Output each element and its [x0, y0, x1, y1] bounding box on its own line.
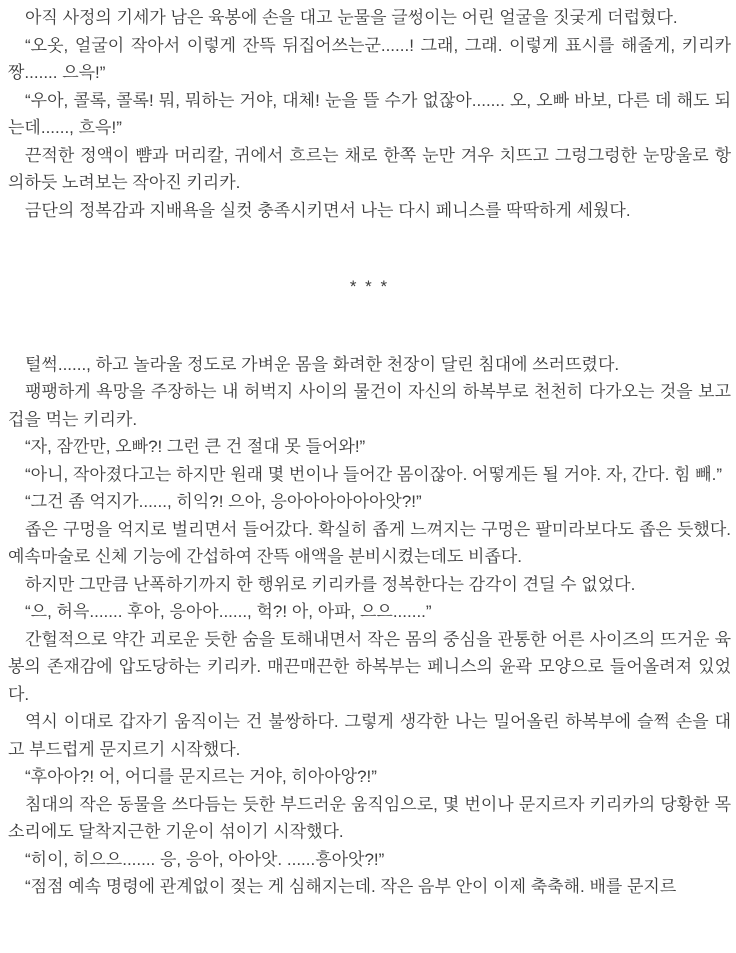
paragraph: “오옷, 얼굴이 작아서 이렇게 잔뜩 뒤집어쓰는군......! 그래, 그래. 이렇게 표시를 해줄게, 키리카 짱....... 으윽!” [8, 35, 731, 82]
paragraph: “점점 예속 명령에 관계없이 젖는 게 심해지는데. 작은 음부 안이 이제 축축해. 배를 문지르 [25, 877, 677, 896]
paragraph: 아직 사정의 기세가 남은 육봉에 손을 대고 눈물을 글썽이는 어린 얼굴을 짓궂게 더럽혔다. [25, 8, 678, 27]
paragraph: “우아, 콜록, 콜록! 뭐, 뭐하는 거야, 대체! 눈을 뜰 수가 없잖아....... 오, 오빠 바보, 다른 데 해도 되는데......, 흐윽!” [8, 90, 731, 137]
paragraph: 침대의 작은 동물을 쓰다듬는 듯한 부드러운 움직임으로, 몇 번이나 문지르자 키리카의 당황한 목소리에도 달착지근한 기운이 섞이기 시작했다. [8, 794, 731, 841]
paragraph: 간헐적으로 약간 괴로운 듯한 숨을 토해내면서 작은 몸의 중심을 관통한 어른 사이즈의 뜨거운 육봉의 존재감에 압도당하는 키리카. 매끈매끈한 하복부는 페니스의 윤곽 모양으로 들어올려져 있었다. [8, 629, 731, 704]
paragraph: “자, 잠깐만, 오빠?! 그런 큰 건 절대 못 들어와!” [25, 437, 366, 456]
paragraph: “히이, 히으으....... 응, 응아, 아아앗. ......흥아앗?!” [25, 849, 385, 869]
paragraph: “아니, 작아졌다고는 하지만 원래 몇 번이나 들어간 몸이잖아. 어떻게든 될 거야. 자, 간다. 힘 빼.” [25, 464, 722, 484]
paragraph: 팽팽하게 욕망을 주장하는 내 허벅지 사이의 물건이 자신의 하복부로 천천히 다가오는 것을 보고 겁을 먹는 키리카. [8, 382, 731, 429]
paragraph: 털썩......, 하고 놀라울 정도로 가벼운 몸을 화려한 천장이 달린 침대에 쓰러뜨렸다. [25, 354, 620, 374]
paragraph: “후아아?! 어, 어디를 문지르는 거야, 히아아앙?!” [25, 767, 377, 786]
paragraph: 좁은 구멍을 억지로 벌리면서 들어갔다. 확실히 좁게 느껴지는 구멍은 팔미라보다도 좁은 듯했다. 예속마술로 신체 기능에 간섭하여 잔뜩 애액을 분비시켰는데도 비좁다. [8, 519, 731, 566]
paragraph: “으, 허윽....... 후아, 응아아......, 헉?! 아, 아파, 으으.......” [25, 602, 432, 621]
paragraph: 역시 이대로 갑자기 움직이는 건 불쌍하다. 그렇게 생각한 나는 밀어올린 하복부에 슬쩍 손을 대고 부드럽게 문지르기 시작했다. [8, 712, 731, 759]
paragraph: 금단의 정복감과 지배욕을 실컷 충족시키면서 나는 다시 페니스를 딱딱하게 세웠다. [25, 200, 631, 220]
paragraph: “그건 좀 억지가......, 히익?! 으아, 응아아아아아아앗?!” [25, 492, 422, 511]
paragraph: 하지만 그만큼 난폭하기까지 한 행위로 키리카를 정복한다는 감각이 견딜 수 없었다. [25, 574, 636, 594]
paragraph: 끈적한 정액이 뺨과 머리칼, 귀에서 흐르는 채로 한쪽 눈만 겨우 치뜨고 그렁그렁한 눈망울로 항의하듯 노려보는 작아진 키리카. [8, 145, 731, 192]
scene-divider: * * * [349, 277, 390, 296]
